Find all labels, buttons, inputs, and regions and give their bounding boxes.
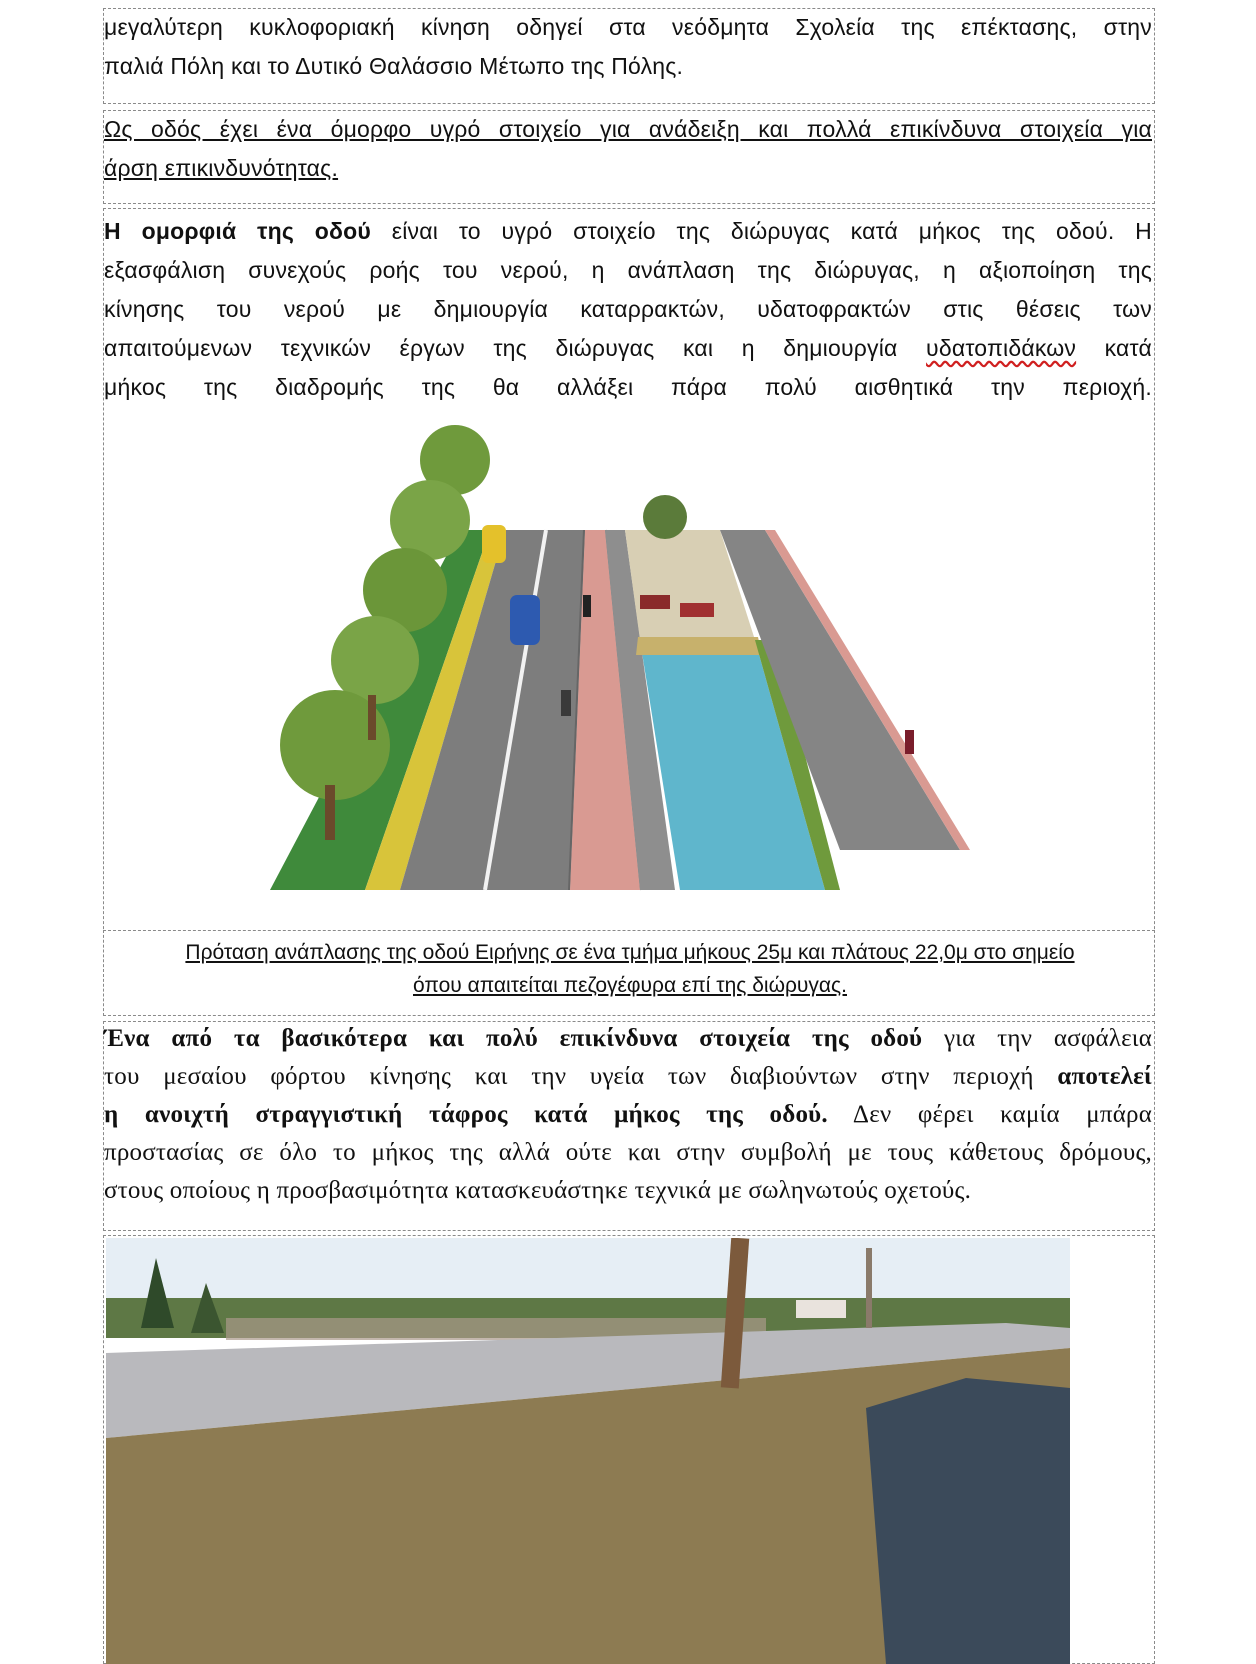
danger-line-3-rest: Δεν φέρει καμία μπάρα — [852, 1101, 1152, 1128]
intro-line-2: παλιά Πόλη και το Δυτικό Θαλάσσιο Μέτωπο της Πόλης. — [104, 53, 684, 79]
bench — [640, 595, 670, 609]
beauty-line-2: εξασφάλιση συνεχούς ροής του νερού, η ανάπλαση της διώρυγας, η αξιοποίηση της — [104, 257, 1152, 283]
beauty-line-1-rest: είναι το υγρό στοιχείο της διώρυγας κατά μήκος της οδού. Η — [391, 218, 1152, 244]
danger-line-2 — [104, 1058, 1152, 1096]
caption-line-1: Πρόταση ανάπλασης της οδού Ειρήνης σε ένα τμήμα μήκους 25μ και πλάτους 22,0μ στο σημείο — [185, 941, 1075, 964]
road-line-2: άρση επικινδυνότητας. — [104, 155, 339, 181]
tree — [390, 480, 470, 560]
house — [796, 1300, 846, 1318]
danger-line-1-rest: για την ασφάλεια — [943, 1025, 1153, 1052]
danger-line-1 — [104, 1020, 1152, 1058]
danger-line-5: στους οποίους η προσβασιμότητα κατασκευάστηκε τεχνικά με σωληνωτούς οχετούς. — [104, 1177, 972, 1204]
danger-line-3 — [104, 1096, 1152, 1134]
beauty-line-4 — [104, 329, 1152, 368]
spellcheck-word: υδατοπιδάκων — [926, 335, 1077, 361]
cyclist — [561, 690, 571, 716]
beauty-line-4-b: κατά — [1104, 335, 1152, 361]
drainage-ditch-photo — [106, 1238, 1070, 1664]
paragraph-road — [104, 110, 1152, 188]
bridge — [636, 637, 762, 655]
beauty-line-5: μήκος της διαδρομής της θα αλλάξει πάρα πολύ αισθητικά την περιοχή. — [104, 374, 1152, 400]
bench — [680, 603, 714, 617]
caption-line-2: όπου απαιτείται πεζογέφυρα επί της διώρυγας. — [413, 974, 847, 997]
danger-line-4: προστασίας σε όλο το μήκος της αλλά ούτε και στην συμβολή με τους κάθετους δρόμους, — [104, 1139, 1152, 1166]
utility-pole — [866, 1248, 872, 1328]
beauty-line-1 — [104, 212, 1152, 251]
beauty-line-4-a: απαιτούμενων τεχνικών έργων της διώρυγας και η δημιουργία — [104, 335, 898, 361]
walker — [905, 730, 914, 754]
paragraph-danger — [104, 1020, 1152, 1210]
danger-line-2-a: του μεσαίου φόρτου κίνησης και την υγεία των διαβιούντων στην περιοχή — [104, 1063, 1034, 1090]
plaza-tree — [643, 495, 687, 539]
beauty-lead: Η ομορφιά της οδού — [104, 218, 372, 244]
paragraph-intro — [104, 8, 1152, 86]
yellow-car — [482, 525, 506, 563]
danger-line-2-b: αποτελεί — [1057, 1063, 1152, 1090]
figure-caption — [110, 936, 1150, 1002]
paragraph-beauty — [104, 212, 1152, 407]
blue-car — [510, 595, 540, 645]
pedestrian — [583, 595, 591, 617]
road-line-1: Ως οδός έχει ένα όμορφο υγρό στοιχείο για ανάδειξη και πολλά επικίνδυνα στοιχεία για — [104, 116, 1152, 142]
danger-lead: Ένα από τα βασικότερα και πολύ επικίνδυνα στοιχεία της οδού — [104, 1025, 923, 1052]
ditch-water — [866, 1378, 1070, 1664]
intro-line-1: μεγαλύτερη κυκλοφοριακή κίνηση οδηγεί στα νεόδμητα Σχολεία της επέκτασης, στην — [104, 14, 1152, 40]
street-redesign-rendering — [230, 425, 1030, 945]
danger-line-3-bold: η ανοιχτή στραγγιστική τάφρος κατά μήκος της οδού. — [104, 1101, 828, 1128]
beauty-line-3: κίνησης του νερού με δημιουργία καταρρακτών, υδατοφρακτών στις θέσεις των — [104, 296, 1152, 322]
